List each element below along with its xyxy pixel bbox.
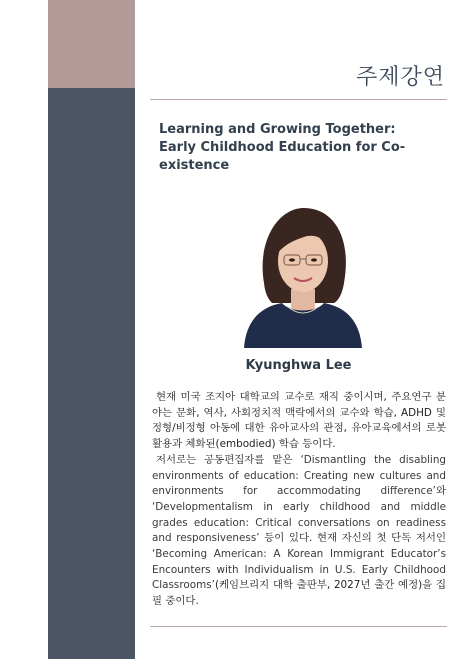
book-title-2: ‘Developmentalism in early childhood and middle grades education: Critical conversations on readiness and responsiveness’ xyxy=(152,500,446,545)
talk-title-line2: Early Childhood Education for Co-existence xyxy=(159,140,406,173)
book-title-3: ‘Becoming American: A Korean Immigrant Educator’s Encounters with Individualism in U.S. Early Childhood Classrooms’ xyxy=(152,548,446,592)
bio-text-a: 저서로는 공동편집자를 맡은 xyxy=(156,453,301,466)
talk-title-line1: Learning and Growing Together: xyxy=(159,122,396,137)
speaker-portrait xyxy=(242,203,362,348)
section-title: 주제강연 xyxy=(355,65,445,90)
bio-text-b: 와 xyxy=(435,485,446,498)
bio-text-c: 등이 있다. 현재 자신의 첫 단독 저서인 xyxy=(259,532,446,545)
decorative-bar-top xyxy=(48,0,135,88)
decorative-bar-bottom xyxy=(48,88,135,659)
talk-title xyxy=(159,121,454,175)
book-title-1: ‘Dismantling the disabling environments of education: Creating new cultures and environments for accommodating difference’ xyxy=(152,453,446,498)
bio-paragraph-research: 현재 미국 조지아 대학교의 교수로 재직 중이시며, 주요연구 분야는 문화, 역사, 사회정치적 맥락에서의 교수와 학습, ADHD 및 정형/비정형 아동에 대한 유아교사의 관점, 유아교육에서의 로봇활용과 체화된(embodied) 학습 등이다. xyxy=(152,391,446,451)
bio-text-d: (케임브리지 대학 출판부, 2027년 출간 예정)을 집필 중이다. xyxy=(152,579,446,608)
divider-bottom xyxy=(150,626,447,627)
speaker-bio xyxy=(152,390,446,610)
divider-top xyxy=(150,99,447,100)
bio-paragraph-publications xyxy=(152,453,446,610)
speaker-photo xyxy=(242,203,362,348)
speaker-name: Kyunghwa Lee xyxy=(245,358,352,373)
